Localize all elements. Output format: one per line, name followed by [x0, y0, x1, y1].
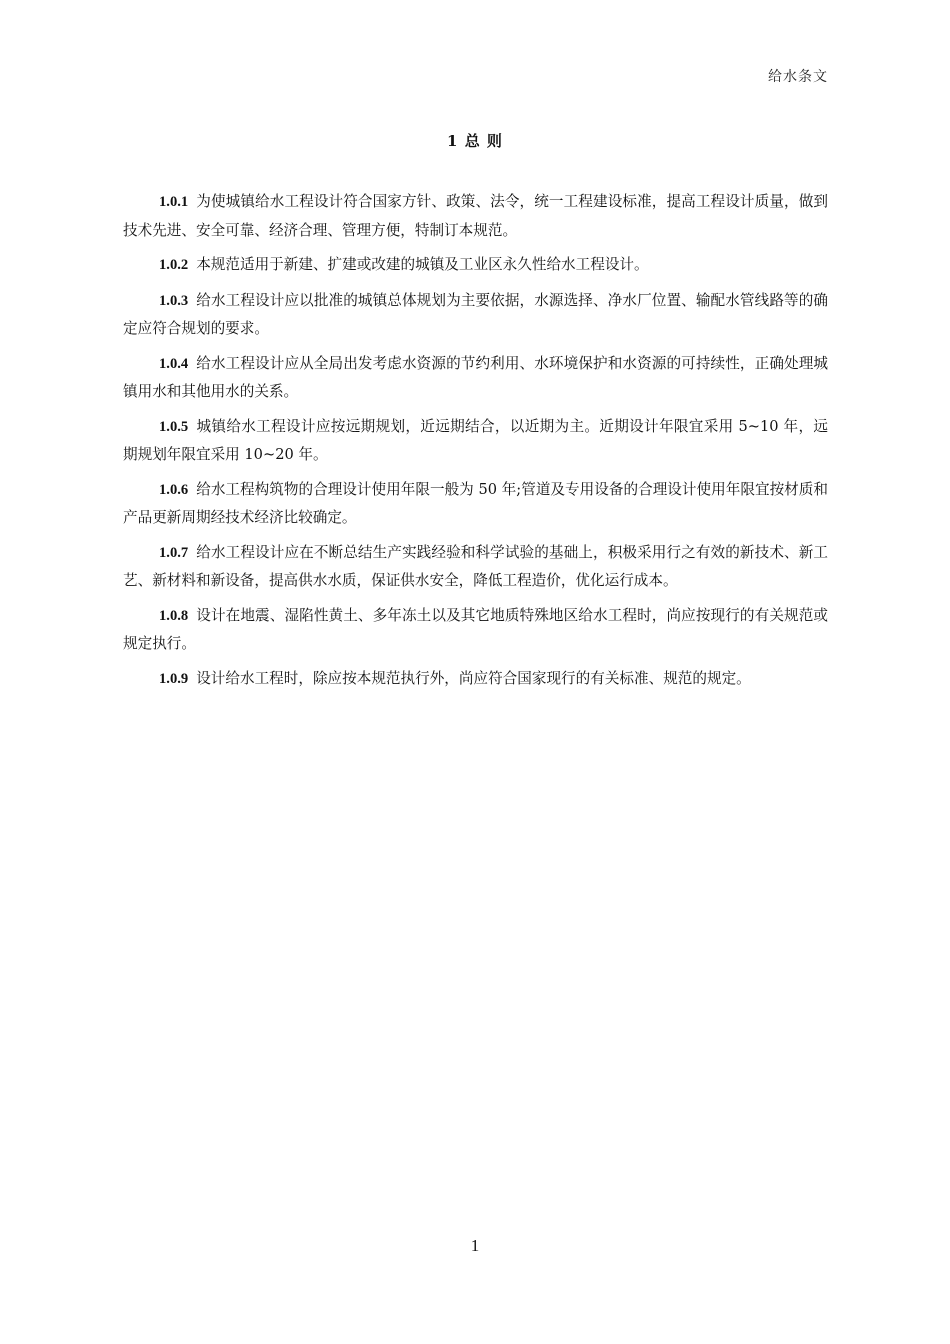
clause-number: 1.0.2: [159, 257, 189, 273]
clause-text: 给水工程设计应以批准的城镇总体规划为主要依据，水源选择、净水厂位置、输配水管线路等的确定应符合规划的要求。: [123, 291, 828, 337]
clause-number: 1.0.4: [159, 355, 189, 372]
clause-text: 为使城镇给水工程设计符合国家方针、政策、法令，统一工程建设标准，提高工程设计质量，做到技术先进、安全可靠、经济合理、管理方便，特制订本规范。: [123, 193, 828, 239]
clause-text: 设计在地震、湿陷性黄土、多年冻土以及其它地质特殊地区给水工程时，尚应按现行的有关规范或规定执行。: [123, 606, 828, 652]
clause-1-0-9: [123, 665, 828, 694]
clause-list: [123, 188, 828, 700]
clause-text: 给水工程设计应在不断总结生产实践经验和科学试验的基础上，积极采用行之有效的新技术、新工艺、新材料和新设备，提高供水水质，保证供水安全，降低工程造价，优化运行成本。: [123, 543, 828, 589]
clause-1-0-4: [123, 350, 828, 406]
section-title: 1 总 则: [447, 132, 503, 150]
clause-number: 1.0.7: [159, 544, 189, 561]
clause-1-0-6: [123, 476, 828, 532]
running-header: 给水条文: [768, 69, 828, 85]
clause-number: 1.0.9: [159, 670, 189, 687]
clause-text: 设计给水工程时，除应按本规范执行外，尚应符合国家现行的有关标准、规范的规定。: [196, 669, 751, 687]
clause-1-0-7: [123, 539, 828, 595]
clause-number: 1.0.5: [159, 418, 189, 435]
clause-number: 1.0.1: [159, 194, 189, 210]
clause-number: 1.0.3: [159, 292, 189, 309]
clause-1-0-1: [123, 188, 828, 244]
clause-number: 1.0.8: [159, 607, 189, 624]
clause-text: 给水工程构筑物的合理设计使用年限一般为 50 年;管道及专用设备的合理设计使用年限宜按材质和产品更新周期经技术经济比较确定。: [123, 480, 828, 526]
clause-text: 本规范适用于新建、扩建或改建的城镇及工业区永久性给水工程设计。: [196, 256, 649, 273]
clause-text: 城镇给水工程设计应按远期规划，近远期结合，以近期为主。近期设计年限宜采用 5~10 年，远期规划年限宜采用 10~20 年。: [123, 417, 828, 463]
clause-1-0-8: [123, 602, 828, 658]
page-number: 1: [470, 1236, 480, 1255]
clause-1-0-2: [123, 251, 828, 280]
clause-number: 1.0.6: [159, 481, 189, 498]
clause-1-0-5: [123, 413, 828, 469]
clause-text: 给水工程设计应从全局出发考虑水资源的节约利用、水环境保护和水资源的可持续性，正确处理城镇用水和其他用水的关系。: [123, 354, 828, 400]
clause-1-0-3: [123, 287, 828, 343]
